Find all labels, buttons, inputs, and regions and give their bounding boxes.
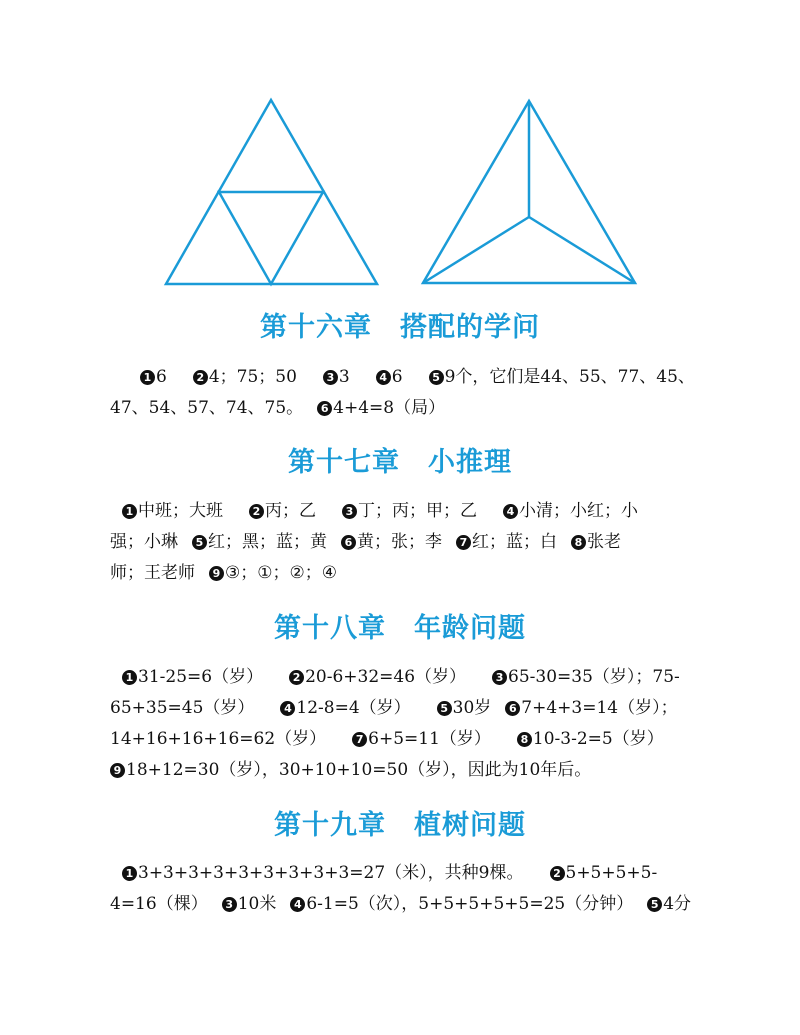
answer-text: 5+5+5+5- [565,863,658,883]
chapter-17-title [0,440,800,479]
answer-text: 师；王老师 [110,563,195,583]
answer-line [128,362,698,393]
answer-marker: 2 [249,504,264,519]
answer-line [110,693,700,724]
answer-text: 14+16+16+16=62（岁） [110,729,327,749]
answer-marker: 7 [352,732,367,747]
answer-marker: 5 [429,370,444,385]
answer-line [110,889,700,920]
answer-line [110,858,700,889]
chapter-number: 第十八章 [274,613,386,644]
answer-text: 张老 [587,532,621,552]
answer-text: 6+5=11（岁） [368,729,491,749]
answer-text: 9个，它们是44、55、77、45、 [444,367,695,387]
answer-text: 4；75；50 [208,367,297,387]
answer-text: 10-3-2=5（岁） [532,729,664,749]
answer-marker: 4 [290,897,305,912]
answer-marker: 4 [376,370,391,385]
answer-marker: 2 [193,370,208,385]
answer-line [110,527,700,558]
answer-line [110,558,700,589]
answer-text: 黄；张；李 [357,532,442,552]
answer-marker: 5 [437,701,452,716]
answer-line [110,755,700,786]
answer-marker: 3 [323,370,338,385]
answer-marker: 8 [571,535,586,550]
triangle-subdivided [166,100,377,284]
answer-text: 中班；大班 [138,501,223,521]
triangle-center-lines [423,101,635,283]
answer-text: 红；蓝；白 [472,532,557,552]
answer-marker: 1 [122,504,137,519]
answer-marker: 4 [280,701,295,716]
answer-text: 3+3+3+3+3+3+3+3+3=27（米），共种9棵。 [138,863,524,883]
chapter-18-answers [110,662,700,786]
answer-marker: 1 [122,670,137,685]
answer-text: 6 [391,367,403,387]
chapter-16-answers [110,362,698,424]
answer-text: 65-30=35（岁）；75- [508,667,680,687]
answer-marker: 3 [342,504,357,519]
answer-text: 3 [338,367,350,387]
answer-marker: 4 [503,504,518,519]
answer-text: 7+4+3=14（岁）； [521,698,678,718]
answer-marker: 6 [341,535,356,550]
answer-line [110,662,700,693]
answer-marker: 3 [492,670,507,685]
answer-marker: 7 [456,535,471,550]
answer-marker: 1 [122,866,137,881]
answer-marker: 6 [505,701,520,716]
answer-text: 6-1=5（次），5+5+5+5+5=25（分钟） [306,894,634,914]
chapter-name: 搭配的学问 [400,312,540,343]
answer-text: 20-6+32=46（岁） [305,667,467,687]
answer-text: 65+35=45（岁） [110,698,255,718]
answer-text: ③；①；②；④ [225,563,337,583]
answer-marker: 8 [517,732,532,747]
chapter-18-title [0,606,800,645]
answer-marker: 6 [317,401,332,416]
answer-text: 4=16（棵） [110,894,208,914]
answer-text: 6 [156,367,167,387]
answer-text: 丁；丙；甲；乙 [358,501,477,521]
chapter-number: 第十九章 [274,810,386,841]
answer-marker: 2 [550,866,565,881]
answer-text: 4+4=8（局） [333,398,446,418]
answer-text: 31-25=6（岁） [138,667,264,687]
answer-text: 4分 [663,894,692,914]
chapter-19-title [0,803,800,842]
answer-text: 丙；乙 [265,501,316,521]
answer-marker: 9 [110,763,125,778]
chapter-name: 植树问题 [414,810,526,841]
answer-marker: 5 [192,535,207,550]
answer-marker: 1 [140,370,155,385]
answer-line [110,724,700,755]
answer-text: 强；小琳 [110,532,178,552]
answer-marker: 2 [289,670,304,685]
answer-text: 小清；小红；小 [519,501,638,521]
chapter-19-answers [110,858,700,920]
answer-text: 30岁 [452,698,492,718]
chapter-number: 第十七章 [288,447,400,478]
chapter-name: 年龄问题 [414,613,526,644]
answer-marker: 3 [222,897,237,912]
chapter-17-answers [110,496,700,589]
answer-line [110,496,700,527]
chapter-number: 第十六章 [260,312,372,343]
answer-line [110,393,698,424]
answer-marker: 5 [647,897,662,912]
answer-text: 10米 [237,894,277,914]
answer-marker: 9 [209,566,224,581]
answer-text: 18+12=30（岁），30+10+10=50（岁），因此为10年后。 [126,760,592,780]
chapter-16-title [0,305,800,344]
figures [0,0,800,300]
answer-text: 12-8=4（岁） [296,698,411,718]
chapter-name: 小推理 [428,447,512,478]
answer-text: 47、54、57、74、75。 [110,398,304,418]
answer-text: 红；黑；蓝；黄 [208,532,327,552]
